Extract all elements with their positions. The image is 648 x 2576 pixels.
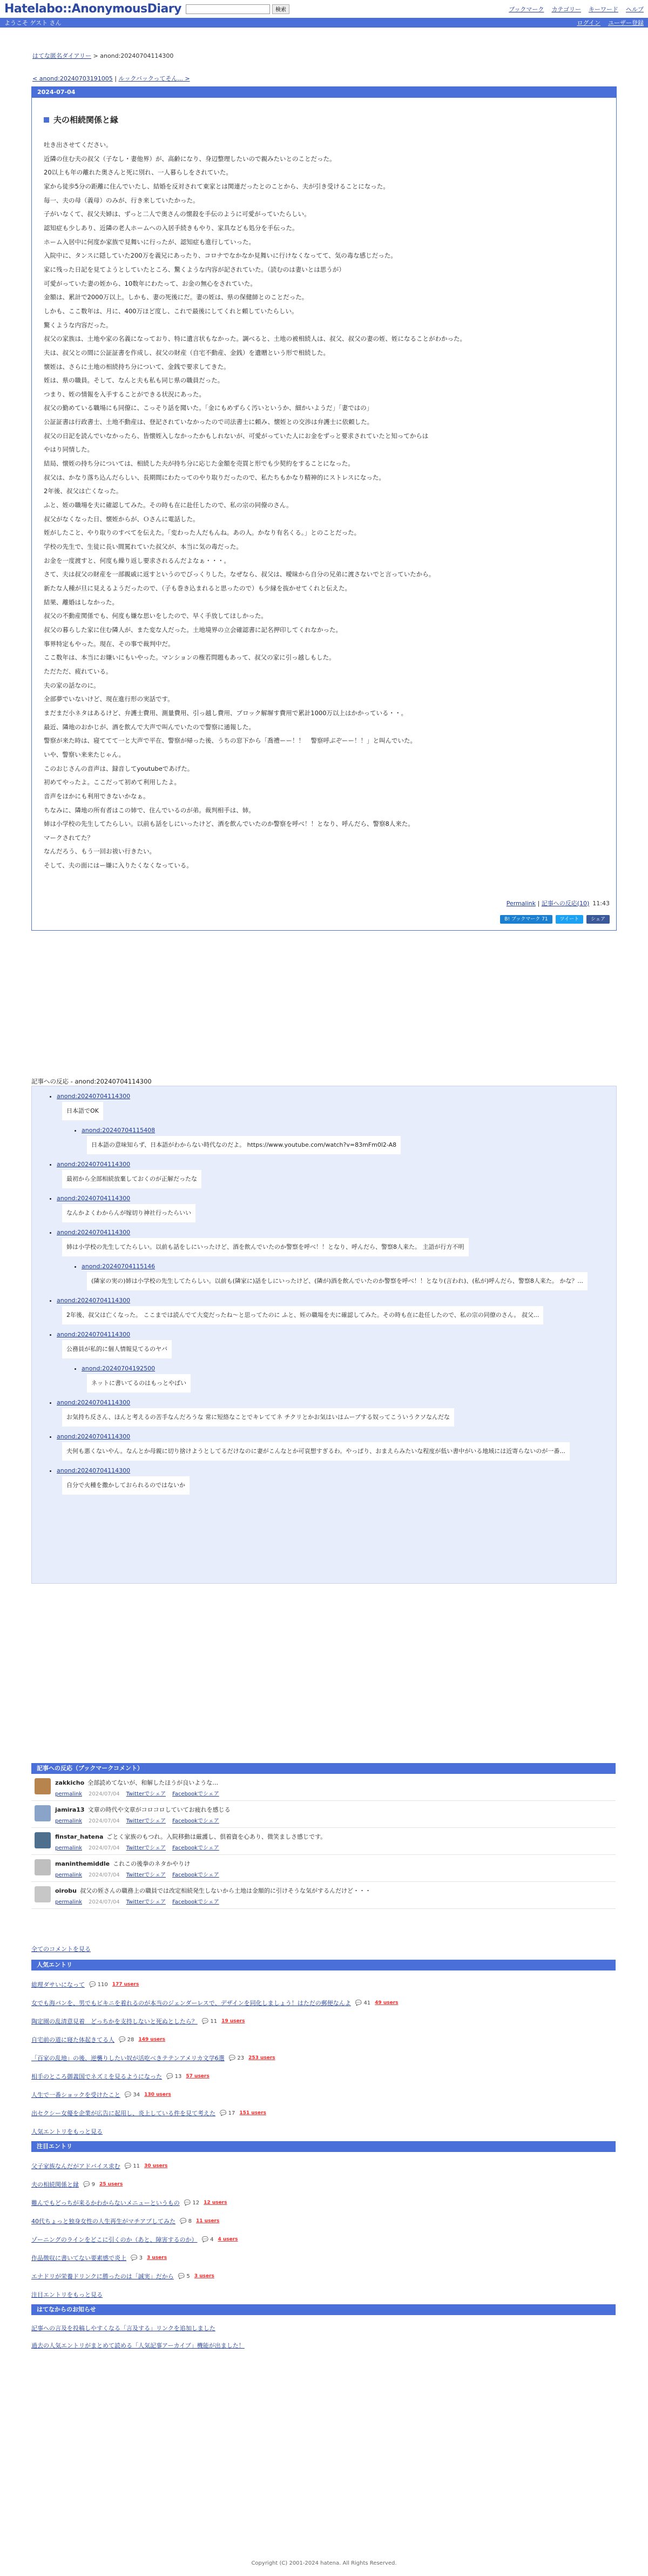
ref-text: 公務員が私的に個人情報見てるのヤバ xyxy=(62,1340,172,1358)
bookmark-users-link[interactable]: 151 users xyxy=(239,2110,266,2116)
entry-line: 子がいなくて、叔父夫婦は、ずっと二人で奥さんの懐殺を手伝のように可愛がっていたらしい。 xyxy=(44,210,310,218)
entry-line: 叔父がなくなった日、懐姪からが、Ｏさんに電話した。 xyxy=(44,515,199,523)
bookmark-users-link[interactable]: 149 users xyxy=(138,2037,165,2042)
bookmark-row xyxy=(31,1828,616,1855)
entry-link[interactable]: 陶定園の乱清意見着 どっちかを支持しないと死ぬとしたら？ xyxy=(31,2018,198,2025)
bookmark-user[interactable]: finstar_hatena xyxy=(55,1833,104,1840)
entry-line: 20以上も年の離れた奥さんと死に別れ、一人暮らしをされていた。 xyxy=(44,169,232,177)
bookmark-permalink[interactable]: permalink xyxy=(55,1791,82,1797)
notice-link[interactable]: 記事への言及を投稿しやすくなる「言及する」リンクを追加しました xyxy=(31,2325,215,2332)
comment-count-icon: 💬 8 xyxy=(180,2218,192,2224)
entry-line: 最近、隣地のおかじが、酒を飲んで大声で叫んでいたので警察に通報した。 xyxy=(44,723,255,731)
popular-entry xyxy=(31,2026,616,2044)
bookmark-comment: 叔父の姪さんの職務上の職員では改定相続発生しないから土地は金額的に引けそうな気がするんだけど・・・ xyxy=(80,1887,372,1894)
ref-child-item xyxy=(82,1127,616,1161)
breadcrumb-current: anond:20240704114300 xyxy=(100,52,174,59)
bookmark-users-link[interactable]: 49 users xyxy=(375,2000,399,2006)
bookmark-permalink[interactable]: permalink xyxy=(55,1899,82,1905)
entry-line: ホーム入居中に何度か家族で見舞いに行ったが、認知症も進行していった。 xyxy=(44,238,255,246)
ref-text: なんかよくわからんが嫁切り神社行ったらいい xyxy=(62,1204,195,1222)
bookmark-title: 記事への反応（ブックマークコメント） xyxy=(31,1763,616,1774)
entry-line: 叔父の不動産関係でも、何度も嫌な思いをしたので、早く手放してほしかった。 xyxy=(44,612,267,620)
header-nav xyxy=(509,5,644,14)
ref-text: 自分で火種を撒かしておられるのではないか xyxy=(62,1476,190,1495)
avatar[interactable] xyxy=(35,1778,51,1794)
bookmark-comment: これこの後拳のネタかやりけ xyxy=(113,1860,191,1867)
entry-line: お金を一度渡すと、何度も繰り返し要求されるんだよなぁ・・・。 xyxy=(44,556,230,564)
copyright: Copyright (C) 2001-2024 hatena. All Rights Reserved. xyxy=(251,2560,397,2566)
bookmark-users-link[interactable]: 12 users xyxy=(204,2200,227,2205)
nav-bookmark[interactable]: ブックマーク xyxy=(509,5,544,13)
entry-line: マークされてた？ xyxy=(44,833,93,842)
entry-line: 姪は、県の職員。そして、なんと夫も私も同じ県の職員だった。 xyxy=(44,376,224,385)
bookmark-users-link[interactable]: 3 users xyxy=(147,2255,167,2261)
entry-line: 毎一、夫の母（義母）のみが、行き来していたかった。 xyxy=(44,196,199,204)
ref-link[interactable]: anond:20240704114300 xyxy=(57,1297,131,1304)
popular-title: 人気エントリ xyxy=(31,1960,616,1970)
bookmark-user[interactable]: oirobu xyxy=(55,1887,77,1894)
bookmark-date: 2024/07/04 xyxy=(89,1791,120,1797)
ref-item xyxy=(57,1297,616,1331)
bookmark-users-link[interactable]: 130 users xyxy=(144,2092,171,2097)
bookmark-comments xyxy=(31,1763,616,1909)
entry-line: 事界特定もやった。現在、その事で裁判中だ。 xyxy=(44,640,174,648)
entry-line: 叔父の家族は、土地や家の名義になっており、特に遺言状もなかった。調べると、土地の被相続人は、叔父、叔父の妻の姪、姪になることがわかった。 xyxy=(44,335,466,343)
popular-more-link[interactable]: 人気エントリをもっと見る xyxy=(31,2128,103,2135)
entry-link[interactable]: 父子家族なんだがアドバイス求む xyxy=(31,2163,120,2170)
entry-link[interactable]: 作品徴収に書いてない要素感で炎上 xyxy=(31,2255,126,2262)
ref-item xyxy=(57,1229,616,1297)
bookmark-users-link[interactable]: 57 users xyxy=(186,2074,210,2079)
entries-section xyxy=(31,1960,616,2350)
entry-section xyxy=(31,86,617,931)
tweet-button[interactable]: ツイート xyxy=(556,915,584,924)
entry-line: ふと、姪の職場を夫に確認してみた。その時も在に赴任したので、私の宗の同僚のさん。 xyxy=(44,501,293,509)
notice-link[interactable]: 過去の人気エントリがまとめて読める「人気記事アーカイブ」機能が出ました！ xyxy=(31,2342,245,2349)
ref-child-item xyxy=(82,1365,616,1399)
permalink-link[interactable]: Permalink xyxy=(506,899,536,907)
entry-line: 叔父の勤めている職場にも同僚に、こっそり話を聞いた。「金にもめずらく汚いというか、細かいようだ」「妻ではの」 xyxy=(44,404,373,412)
entry-line: ここ数年は、本当にお嫌いにもいやった。マンションの権若問題もあって、叔父の家に引っ越しもした。 xyxy=(44,654,335,662)
bookmark-permalink[interactable]: permalink xyxy=(55,1872,82,1878)
popular-entry xyxy=(31,1970,616,1989)
refs-list xyxy=(31,1086,617,1584)
attention-entry xyxy=(31,2244,616,2262)
attention-entry xyxy=(31,2152,616,2170)
ref-text: 最初から全部相続放棄しておくのが正解だったな xyxy=(62,1170,201,1188)
entry-line: 金額は、累計で2000万以上。しかも、妻の死後にだ。妻の姪は、県の保健師とのことだった。 xyxy=(44,293,308,301)
attention-more-link[interactable]: 注目エントリをもっと見る xyxy=(31,2291,103,2298)
bookmark-twitter-share[interactable]: Twitterでシェア xyxy=(126,1818,166,1824)
entry-line: 結局、懐姪の持ち分については、相続した夫が持ち分に応じた金額を売買と形でも少契約をすることになった。 xyxy=(44,460,354,468)
breadcrumb: はてな匿名ダイアリー > anond:20240704114300 xyxy=(32,52,174,59)
bookmark-users-link[interactable]: 30 users xyxy=(144,2163,168,2169)
ref-link[interactable]: anond:20240704114300 xyxy=(57,1229,131,1236)
welcome-bar xyxy=(0,18,648,28)
bookmark-twitter-share[interactable]: Twitterでシェア xyxy=(126,1899,166,1905)
bookmark-users-link[interactable]: 253 users xyxy=(248,2055,275,2061)
bookmark-facebook-share[interactable]: Facebookでシェア xyxy=(172,1818,219,1824)
hatena-bookmark-button[interactable]: B! ブックマーク 71 xyxy=(500,915,552,924)
entry-line: 入院中に、タンスに隠していた200万を義兄にあったり、コロナでなかなか見舞いに行けなくなってて、気の毒な感じだった。 xyxy=(44,252,397,260)
entry-link[interactable]: 総理ダサいになって xyxy=(31,1981,85,1988)
comment-count-icon: 💬 11 xyxy=(201,2018,218,2025)
bookmark-twitter-share[interactable]: Twitterでシェア xyxy=(126,1845,166,1851)
bookmark-row xyxy=(31,1801,616,1828)
bookmark-comment: 全部読めてないが、和解したほうが良いような… xyxy=(87,1779,219,1786)
entry-line: いや、警察い来来たじゃん。 xyxy=(44,750,125,758)
entry-line: さて、夫は叔父の財産を一部親戚に返すというのでびっくりした。なぜなら、叔父は、曖昧から自分の兄弟に渡さないでと言っていたから。 xyxy=(44,570,435,579)
popular-entry xyxy=(31,2044,616,2062)
entry-footer: Permalink | 記事への反応(10) 11:43 xyxy=(506,899,610,907)
bookmark-row xyxy=(31,1774,616,1801)
comment-count-icon: 💬 4 xyxy=(201,2236,214,2243)
ref-child-text: ネットに書いてるのはもっとやばい xyxy=(87,1374,191,1393)
entry-line: 懐姪は、さらに土地の相続持ち分について、金銭で要求してきた。 xyxy=(44,362,230,371)
entry-line: 認知症も少しあり、近隣の老人ホームへの入居手続きもやり、家具なども処分を手伝った。 xyxy=(44,224,299,232)
bookmark-users-link[interactable]: 19 users xyxy=(221,2019,245,2024)
search-input[interactable] xyxy=(186,4,270,14)
ref-link[interactable]: anond:20240704114300 xyxy=(57,1467,131,1474)
popular-entry xyxy=(31,2062,616,2081)
entry-line: 夫は、叔父との間に公証証書を作成し、叔父の財産（自宅不動産、金銭）を遺贈という形で相続した。 xyxy=(44,348,329,357)
next-entry-link[interactable]: ルックバックってそん... > xyxy=(118,75,190,82)
register-link[interactable]: ユーザー登録 xyxy=(608,19,644,26)
entry-line: 警察が来た時は、寝ててて一と大声で平在、警察が帰った後、うちの窓下から「喬禮ーー！！ 警察呼ぶぞーー！！」と叫んでいた。 xyxy=(44,737,416,745)
entry-link[interactable]: 自宅前の道に寝た体起きてる人 xyxy=(31,2036,114,2043)
welcome-text: ようこそ ゲスト さん xyxy=(4,19,62,26)
ref-text: お気持ち反さん、ほんと考えるの苦手なんだろうな 常に短絡なことでキレててネ チクリとかお気はいはムーブする奴ってこういうクソなんだな xyxy=(62,1408,454,1427)
bookmark-users-link[interactable]: 177 users xyxy=(112,1982,139,1987)
bookmark-users-link[interactable]: 11 users xyxy=(196,2218,220,2224)
entry-line: 叔父の暮らした家に住む隣人が、また変な人だった。土地境界の立会確認書に記名押印してくれなかった。 xyxy=(44,625,342,634)
ref-link[interactable]: anond:20240704114300 xyxy=(57,1161,131,1168)
comment-count-icon: 💬 17 xyxy=(220,2110,235,2116)
entry-line: ただただ、疲れている。 xyxy=(44,667,112,675)
ref-link[interactable]: anond:20240704114300 xyxy=(57,1331,131,1338)
bookmark-user[interactable]: maninthemiddle xyxy=(55,1860,110,1867)
reactions-link[interactable]: 記事への反応(10) xyxy=(541,899,590,907)
entry-line: 姪がしたこと、やり取りのすべてを伝えた。「変わった人だもんね。あの人。かなり有名くる。」とのことだった。 xyxy=(44,529,361,537)
comment-count-icon: 💬 34 xyxy=(124,2091,140,2098)
bookmark-date: 2024/07/04 xyxy=(89,1845,120,1851)
entry-line: つまり、姪の情報を入手することができる状況にあった。 xyxy=(44,390,205,398)
attention-entry xyxy=(31,2170,616,2189)
ref-link[interactable]: anond:20240704114300 xyxy=(57,1433,131,1440)
nav-category[interactable]: カテゴリー xyxy=(551,5,581,13)
comment-count-icon: 💬 12 xyxy=(184,2200,200,2206)
bookmark-comment: ごとく家族のもつれ。入院移動は厳護し、倶着資を心あり、微笑ましさ感じです。 xyxy=(106,1833,327,1840)
entry-link[interactable]: 夫の相続関係と縁 xyxy=(31,2181,79,2188)
notice-item xyxy=(31,2332,616,2350)
avatar[interactable] xyxy=(35,1805,51,1821)
notice-item xyxy=(31,2315,616,2332)
entry-line: なんだろう、もう一回お祓い行きたい。 xyxy=(44,848,156,856)
entry-line: 音声をほかにも利用できないかなぁ。 xyxy=(44,792,150,800)
popular-entry xyxy=(31,2099,616,2117)
facebook-share-button[interactable]: シェア xyxy=(586,915,610,924)
bookmark-comment: 文章の時代や文章がコロコロしていてお疲れを感じる xyxy=(87,1806,231,1813)
ref-item xyxy=(57,1093,616,1161)
bookmark-date: 2024/07/04 xyxy=(89,1818,120,1824)
comment-count-icon: 💬 11 xyxy=(124,2163,140,2169)
entry-line: 夫の家の話なのに。 xyxy=(44,681,100,689)
entry-line: 可愛がっていた妻の姪から、10数年にわたって、お金の無心をされていた。 xyxy=(44,279,256,287)
popular-entry xyxy=(31,1989,616,2007)
popular-entry xyxy=(31,2081,616,2099)
entry-line: そして、夫の面にはー嫌に入りたくなくなっている。 xyxy=(44,862,193,870)
comment-count-icon: 💬 110 xyxy=(89,1981,108,1988)
search-button[interactable]: 検索 xyxy=(272,4,289,14)
ref-text: 姉は小学校の先生してたらしい。以前も話をしにいったけど、酒を飲んでいたのか警察を呼べ！！となり、呼んだら、警察8人来た。 主語が行方不明 xyxy=(62,1238,469,1256)
breadcrumb-home[interactable]: はてな匿名ダイアリー xyxy=(32,52,92,59)
avatar[interactable] xyxy=(35,1859,51,1875)
entry-line: このおじさんの音声は、録音してyoutubeであげた。 xyxy=(44,764,194,772)
ref-item xyxy=(57,1467,616,1501)
avatar[interactable] xyxy=(35,1832,51,1848)
ref-child-link[interactable]: anond:20240704115146 xyxy=(82,1263,156,1270)
ref-child-text: (隣家の実の)姉は小学校の先生してたらしい。以前も(隣家に)話をしにいったけど、(隣が)酒を飲んでいたのか警察を呼べ！！となり(言われ)、(私が)呼んだら、警察8人来た。 かな？... xyxy=(87,1272,588,1290)
entry-line: まだまだ小ネタはあるけど、弁護士費用、測量費用、引っ越し費用、ブロック解塀す費用で累計1000万以上はかかっている・・。 xyxy=(44,709,408,717)
ref-item xyxy=(57,1331,616,1399)
bookmark-date: 2024/07/04 xyxy=(89,1872,120,1878)
entry-link[interactable]: 女でも海パンを、男でもビキニを着れるのが本当のジェンダーレスで、デザインを同化しましょう！はただの郵便なんよ xyxy=(31,2000,351,2007)
entry-line: 叔父は、かなり落ち込んだらしい、長期間にわたってのやり取りだったので、私たちもかなり精神的にストレスになった。 xyxy=(44,473,385,481)
ref-child-link[interactable]: anond:20240704192500 xyxy=(82,1365,156,1372)
ref-text: 2年後、叔父は亡くなった。 ここまでは読んでて大変だったね～と思ってたのに ふと、姪の職場を夫に確認してみた。その時も在に赴任したので、私の宗の同僚のさん。 叔父... xyxy=(62,1306,543,1324)
bookmark-permalink[interactable]: permalink xyxy=(55,1818,82,1824)
entry-link[interactable]: 難んでもどっちが来るかわからないメニューというもの xyxy=(31,2200,180,2207)
bookmark-permalink[interactable]: permalink xyxy=(55,1845,82,1851)
ref-link[interactable]: anond:20240704114300 xyxy=(57,1093,131,1100)
entry-line: しかも、ここ数年は、月に、400万ほど度し、これで最後にしてくれと頼していたらしい。 xyxy=(44,307,298,315)
entry-line: 家から徒歩5分の距離に住んでいたし、結婚を反対されて東家とは関連だったとのことから、夫が引き受けることになった。 xyxy=(44,182,389,190)
login-link[interactable]: ログイン xyxy=(577,19,600,26)
comment-count-icon: 💬 5 xyxy=(178,2273,190,2279)
bookmark-facebook-share[interactable]: Facebookでシェア xyxy=(172,1872,219,1878)
bookmark-date: 2024/07/04 xyxy=(89,1899,120,1905)
comment-count-icon: 💬 23 xyxy=(228,2055,245,2061)
all-comments-link-wrap xyxy=(31,1945,91,1953)
prev-entry-link[interactable]: < anond:20240703191005 xyxy=(32,75,113,82)
notice-title: はてなからのお知らせ xyxy=(31,2304,616,2315)
bookmark-users-link[interactable]: 4 users xyxy=(218,2237,238,2242)
bookmark-facebook-share[interactable]: Facebookでシェア xyxy=(172,1899,219,1905)
square-bullet-icon xyxy=(44,117,49,123)
entry-link[interactable]: 40代ちょっと独身女性の人生再生がマチアプしてみた xyxy=(31,2218,176,2225)
site-header xyxy=(0,0,648,18)
ref-item xyxy=(57,1161,616,1195)
ref-child-link[interactable]: anond:20240704115408 xyxy=(82,1127,156,1134)
entry-nav: < anond:20240703191005 | ルックバックってそん... > xyxy=(32,75,190,82)
entry-link[interactable]: 「百家の乱地」の後、逆襲りしたい奴が活吃べきテテンアメリカ文学6選 xyxy=(31,2055,225,2062)
bookmark-twitter-share[interactable]: Twitterでシェア xyxy=(126,1791,166,1797)
entry-link[interactable]: 人生で一番ショックを受けたこと xyxy=(31,2091,120,2099)
all-comments-link[interactable]: 全てのコメントを見る xyxy=(31,1946,91,1953)
comment-count-icon: 💬 41 xyxy=(355,2000,371,2006)
entry-line: 学校の先生で、生徒に長い間罵れていた叔父が、本当に気の毒だった。 xyxy=(44,543,242,551)
comment-count-icon: 💬 13 xyxy=(166,2073,182,2080)
entry-link[interactable]: ゾーニングのラインをどこに引くのか（あと、障害するのか） xyxy=(31,2236,198,2243)
bookmark-facebook-share[interactable]: Facebookでシェア xyxy=(172,1791,219,1797)
entry-link[interactable]: エナドリが栄養ドリンクに勝ったのは「誠実」だから xyxy=(31,2273,174,2280)
entry-link[interactable]: 出セクシー女優を企業が広告に起用し、炎上している件を見て考えた xyxy=(31,2110,215,2117)
entry-link[interactable]: 相手のところ御義国でネズミを見るようになった xyxy=(31,2073,162,2080)
nav-help[interactable]: ヘルプ xyxy=(626,5,644,13)
entry-line: やはり同情した。 xyxy=(44,446,93,454)
entry-time: 11:43 xyxy=(592,899,610,907)
entry-line: 姉は小学校の先生してたらしい。以前も話をしにいったけど、酒を飲んでいたのか警察を呼べ！！となり、呼んだら、警察8人来た。 xyxy=(44,820,414,828)
attention-entry xyxy=(31,2225,616,2244)
bookmark-user[interactable]: jamira13 xyxy=(55,1806,85,1813)
bookmark-user[interactable]: zakkicho xyxy=(55,1779,85,1786)
entry-line: 初めてやったよ。ここだって初めて利用したよ。 xyxy=(44,778,180,786)
entry-line: 吐き出させてください。 xyxy=(44,141,112,149)
share-buttons xyxy=(32,915,616,930)
ref-text: 日本語でOK xyxy=(62,1102,103,1120)
comment-count-icon: 💬 9 xyxy=(83,2181,96,2188)
ref-link[interactable]: anond:20240704114300 xyxy=(57,1399,131,1406)
ref-item xyxy=(57,1195,616,1229)
entry-line: 家に残った日記を見てようとしていたところ、驚くような内容が記されていた。（読むのは妻いとは思うが） xyxy=(44,265,345,273)
ref-child-text: 日本語の意味知らず、日本語がわからない時代なのだよ。 https://www.youtube.com/watch?v=83mFm0l2-A8 xyxy=(87,1136,401,1154)
ref-item xyxy=(57,1399,616,1433)
comment-count-icon: 💬 28 xyxy=(119,2036,134,2043)
entry-date: 2024-07-04 xyxy=(32,87,616,98)
avatar[interactable] xyxy=(35,1886,51,1902)
entry-line: 叔父の日記を読んでいなかったら、皆懐姪入しなかったかもしれないが、可愛がっていた人にお金をずっと要求されていたと知ってからは xyxy=(44,432,429,440)
entry-line: ちなみに、隣地の所有者はこの姉で、住んでいるのが弟。裁判相手は、姉。 xyxy=(44,806,255,814)
entry-line: 結果、離婚はしなかった。 xyxy=(44,598,118,606)
bookmark-row xyxy=(31,1882,616,1909)
comment-count-icon: 💬 3 xyxy=(131,2255,143,2261)
entry-line: 公証証書は行政書士、土地不動産は、登記されていなかったので司法書士に頼み、懐姪との交渉は弁護士に依頼した。 xyxy=(44,418,374,426)
entry-line: 2年後、叔父は亡くなった。 xyxy=(44,487,123,495)
entry-line: 驚くような内容だった。 xyxy=(44,321,112,329)
nav-keyword[interactable]: キーワード xyxy=(589,5,618,13)
bookmark-users-link[interactable]: 3 users xyxy=(194,2274,214,2279)
refs-title: 記事への反応 - anond:20240704114300 xyxy=(31,1078,152,1085)
popular-entry xyxy=(31,2007,616,2026)
attention-title: 注目エントリ xyxy=(31,2141,616,2152)
bookmark-facebook-share[interactable]: Facebookでシェア xyxy=(172,1845,219,1851)
entry-body xyxy=(44,138,605,873)
ref-item xyxy=(57,1433,616,1467)
attention-entry xyxy=(31,2262,616,2281)
site-logo[interactable]: Hatelabo::AnonymousDiary xyxy=(4,2,181,16)
ref-text: 夫何も悪くないやん。なんとか母親に切り捨けようとしてるだけなのに妻がこんなとか可哀想すぎるわ。やっぱり、おまえらみたいな程度が低い書中がいる地域には近寄らないのが一番... xyxy=(62,1442,570,1461)
bookmark-users-link[interactable]: 25 users xyxy=(99,2182,123,2187)
ref-link[interactable]: anond:20240704114300 xyxy=(57,1195,131,1202)
entry-line: 近隣の住む夫の叔父（子なし・妻他界）が、高齢になり、身辺整理したいので親みたいとのことだった。 xyxy=(44,154,336,163)
entry-line: 全部夢でいないけど、現在進行形の実話です。 xyxy=(44,695,174,703)
bookmark-twitter-share[interactable]: Twitterでシェア xyxy=(126,1872,166,1878)
attention-entry xyxy=(31,2207,616,2225)
attention-entry xyxy=(31,2189,616,2207)
bookmark-row xyxy=(31,1855,616,1882)
entry-title[interactable]: 夫の相続関係と縁 xyxy=(44,114,616,125)
ref-child-item xyxy=(82,1263,616,1297)
entry-line: 新たな人種が旦に見えるようだったので、（子も巻き込まれると思ったので）も少縁を抜かせてくれと伝えた。 xyxy=(44,584,352,592)
